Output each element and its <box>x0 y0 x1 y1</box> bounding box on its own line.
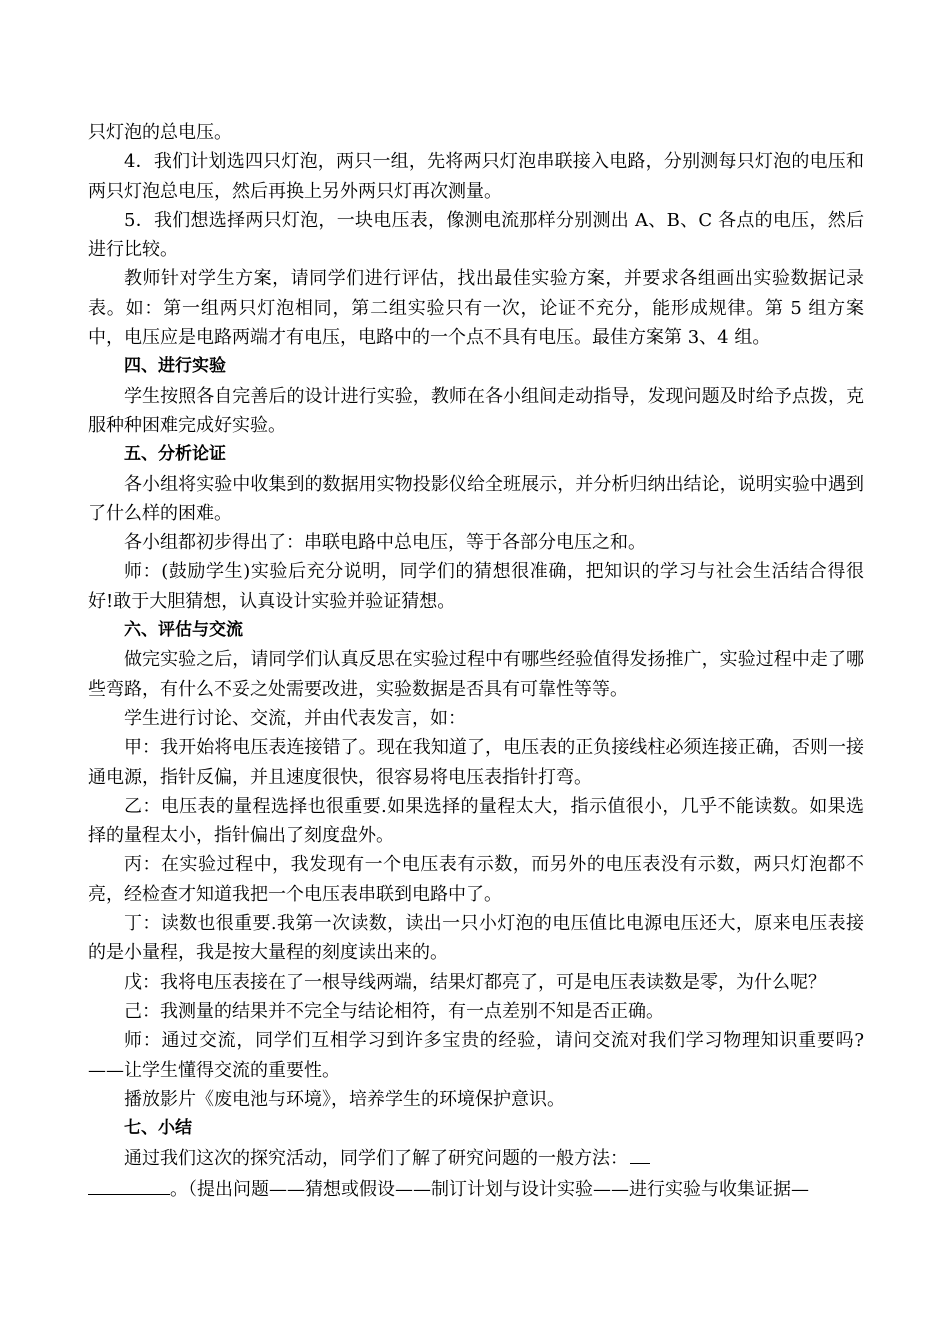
summary-text: 通过我们这次的探究活动，同学们了解了研究问题的一般方法： <box>124 1148 628 1170</box>
summary-paragraph <box>88 1143 864 1173</box>
fill-in-blank <box>88 1174 170 1195</box>
paragraph: 师：通过交流，同学们互相学习到许多宝贵的经验，请问交流对我们学习物理知识重要吗?——让学生懂得交流的重要性。 <box>88 1030 864 1081</box>
summary-answer-text: 。（提出问题——猜想或假设——制订计划与设计实验——进行实验与收集证据— <box>170 1178 809 1200</box>
paragraph: 播放影片《废电池与环境》，培养学生的环境保护意识。 <box>124 1088 565 1110</box>
section-heading: 五、分析论证 <box>124 444 226 465</box>
section-heading: 六、评估与交流 <box>124 620 243 641</box>
paragraph: 学生进行讨论、交流，并由代表发言，如： <box>124 707 466 729</box>
paragraph: 丁：读数也很重要.我第一次读数，读出一只小灯泡的电压值比电源电压还大，原来电压表接的是小量程，我是按大量程的刻度读出来的。 <box>88 913 864 964</box>
paragraph: 丙：在实验过程中，我发现有一个电压表有示数，而另外的电压表没有示数，两只灯泡都不亮，经检查才知道我把一个电压表串联到电路中了。 <box>88 854 864 905</box>
paragraph: 各小组将实验中收集到的数据用实物投影仪给全班展示，并分析归纳出结论，说明实验中遇到了什么样的困难。 <box>88 473 864 524</box>
section-heading: 七、小结 <box>124 1118 192 1139</box>
paragraph: 教师针对学生方案，请同学们进行评估，找出最佳实验方案，并要求各组画出实验数据记录表。如：第一组两只灯泡相同，第二组实验只有一次，论证不充分，能形成规律。第 5 组方案中，电压应是电路两端才有电压，电路中的一个点不具有电压。最佳方案第 3、4 组。 <box>88 268 864 349</box>
paragraph: 师：(鼓励学生)实验后充分说明，同学们的猜想很准确，把知识的学习与社会生活结合得很好!敢于大胆猜想，认真设计实验并验证猜想。 <box>88 561 864 612</box>
paragraph: 做完实验之后，请同学们认真反思在实验过程中有哪些经验值得发扬推广，实验过程中走了哪些弯路，有什么不妥之处需要改进，实验数据是否具有可靠性等等。 <box>88 649 864 700</box>
section-heading: 四、进行实验 <box>124 356 226 377</box>
paragraph: 只灯泡的总电压。 <box>88 122 232 143</box>
paragraph: 己：我测量的结果并不完全与结论相符，有一点差别不知是否正确。 <box>124 1000 664 1022</box>
paragraph: 乙：电压表的量程选择也很重要.如果选择的量程太大，指示值很小，几乎不能读数。如果选择的量程太小，指针偏出了刻度盘外。 <box>88 795 864 847</box>
paragraph: 戊：我将电压表接在了一根导线两端，结果灯都亮了，可是电压表读数是零，为什么呢？ <box>124 971 826 993</box>
paragraph: 各小组都初步得出了：串联电路中总电压，等于各部分电压之和。 <box>124 532 646 554</box>
document-body <box>88 118 864 1204</box>
paragraph: 学生按照各自完善后的设计进行实验，教师在各小组间走动指导，发现问题及时给予点拨，克服种种困难完成好实验。 <box>88 385 864 436</box>
paragraph: 甲：我开始将电压表连接错了。现在我知道了，电压表的正负接线柱必须连接正确，否则一接通电源，指针反偏，并且速度很快，很容易将电压表指针打弯。 <box>88 737 864 788</box>
paragraph: 4．我们计划选四只灯泡，两只一组，先将两只灯泡串联接入电路，分别测每只灯泡的电压和两只灯泡总电压，然后再换上另外两只灯再次测量。 <box>88 151 864 202</box>
fill-in-blank <box>630 1143 650 1164</box>
paragraph: 5．我们想选择两只灯泡，一块电压表，像测电流那样分别测出 A、B、C 各点的电压，然后进行比较。 <box>88 209 864 261</box>
summary-continuation <box>88 1174 864 1204</box>
